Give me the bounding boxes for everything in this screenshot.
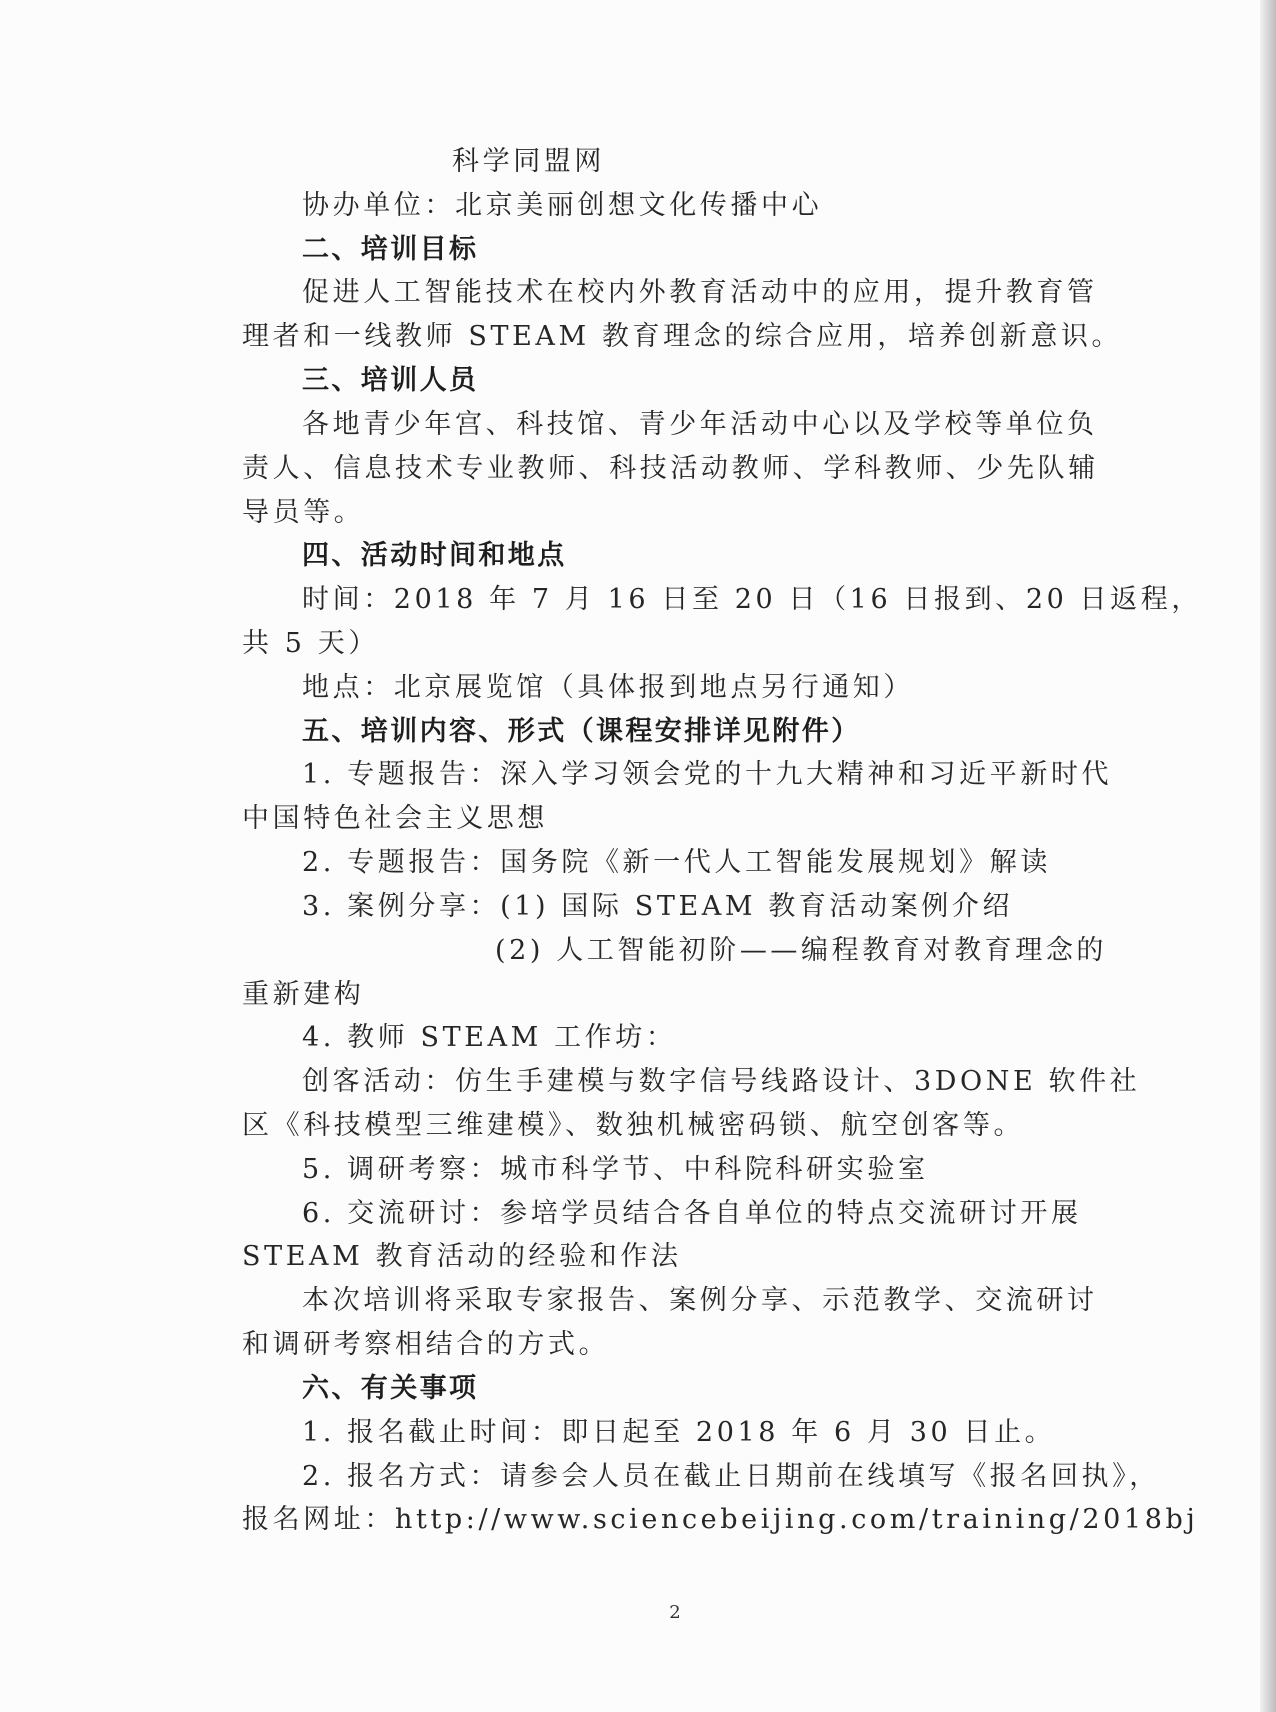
content-item-5: 5. 调研考察：城市科学节、中科院科研实验室 [302, 1154, 929, 1185]
co-organizer-line: 协办单位：北京美丽创想文化传播中心 [302, 190, 823, 221]
time-line-2: 共 5 天） [242, 628, 379, 659]
section-heading-participants: 三、培训人员 [302, 365, 479, 396]
training-format-line-2: 和调研考察相结合的方式。 [242, 1329, 610, 1360]
matters-item-2-line-1: 2. 报名方式：请参会人员在截止日期前在线填写《报名回执》， [302, 1461, 1160, 1492]
participants-line-3: 导员等。 [242, 497, 365, 528]
content-item-4: 4. 教师 STEAM 工作坊： [302, 1022, 677, 1053]
content-item-3-line-2: (2) 人工智能初阶——编程教育对教育理念的 [495, 935, 1108, 966]
place-line: 地点：北京展览馆（具体报到地点另行通知） [302, 672, 914, 703]
time-line-1: 时间：2018 年 7 月 16 日至 20 日（16 日报到、20 日返程， [302, 584, 1202, 615]
matters-item-1: 1. 报名截止时间：即日起至 2018 年 6 月 30 日止。 [302, 1417, 1056, 1448]
scan-edge [1260, 0, 1276, 1712]
content-item-1-line-1: 1. 专题报告：深入学习领会党的十九大精神和习近平新时代 [302, 759, 1113, 790]
section-heading-matters: 六、有关事项 [302, 1373, 479, 1404]
organizer-continuation: 科学同盟网 [452, 146, 605, 177]
maker-activity-line-2: 区《科技模型三维建模》、数独机械密码锁、航空创客等。 [242, 1110, 1025, 1141]
section-heading-content: 五、培训内容、形式（课程安排详见附件） [302, 716, 861, 747]
content-item-1-line-2: 中国特色社会主义思想 [242, 803, 548, 834]
training-format-line-1: 本次培训将采取专家报告、案例分享、示范教学、交流研讨 [302, 1285, 1098, 1316]
content-item-3-line-1: 3. 案例分享：(1) 国际 STEAM 教育活动案例介绍 [302, 891, 1014, 922]
goals-paragraph-line-1: 促进人工智能技术在校内外教育活动中的应用，提升教育管 [302, 277, 1098, 308]
content-item-3-line-3: 重新建构 [242, 979, 365, 1010]
participants-line-2: 责人、信息技术专业教师、科技活动教师、学科教师、少先队辅 [242, 453, 1099, 484]
content-item-6-line-2: STEAM 教育活动的经验和作法 [242, 1241, 682, 1272]
section-heading-goals: 二、培训目标 [302, 234, 479, 265]
content-item-2: 2. 专题报告：国务院《新一代人工智能发展规划》解读 [302, 847, 1051, 878]
page-number: 2 [669, 1602, 681, 1623]
participants-line-1: 各地青少年宫、科技馆、青少年活动中心以及学校等单位负 [302, 409, 1098, 440]
section-heading-time-place: 四、活动时间和地点 [302, 540, 567, 571]
goals-paragraph-line-2: 理者和一线教师 STEAM 教育理念的综合应用，培养创新意识。 [242, 321, 1123, 352]
registration-url-line: 报名网址：http://www.sciencebeijing.com/training/2018bj [242, 1504, 1199, 1535]
content-item-6-line-1: 6. 交流研讨：参培学员结合各自单位的特点交流研讨开展 [302, 1198, 1082, 1229]
maker-activity-line-1: 创客活动：仿生手建模与数字信号线路设计、3DONE 软件社 [302, 1066, 1141, 1097]
